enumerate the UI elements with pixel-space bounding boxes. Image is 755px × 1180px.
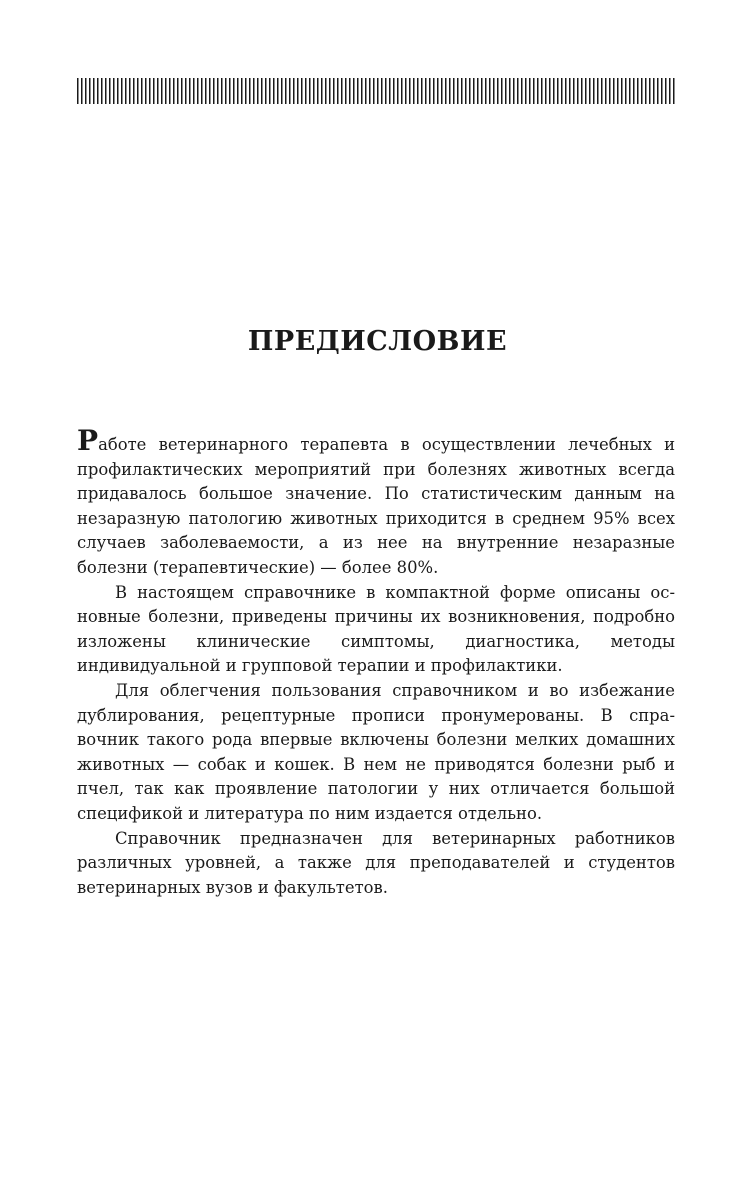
page-title: ПРЕДИСЛОВИЕ [247, 326, 508, 357]
paragraph-1 [77, 424, 675, 581]
preface-body [77, 424, 675, 900]
paragraph-1-text: аботе ветеринарного терапевта в осуществлении лечебных и профилактических мероприятий при болезнях животных всегда придавалось большое значение. По статистическим данным на незаразную патологию животных приходится в среднем 95% всех случаев заболеваемости, а из нее на внутренние незаразные болезни (терапевтические) — более 80%. [77, 435, 675, 577]
decorative-top-rule [77, 78, 675, 104]
paragraph-3: Для облегчения пользования справочником и во избежание дублирования, рецептурные прописи пронумерованы. В справочник такого рода впервые включены болезни мелких домашних животных — собак и кошек. В нем не приводятся болезни рыб и пчел, так как проявление патологии у них отличается большой спецификой и литература по ним издается отдельно. [77, 680, 675, 823]
paragraph-2: В настоящем справочнике в компактной форме описаны основные болезни, приведены причины их возникновения, подробно изложены клинические симптомы, диагностика, методы индивидуальной и групповой терапии и профилактики. [77, 582, 675, 676]
drop-cap: Р [77, 424, 99, 457]
paragraph-4: Справочник предназначен для ветеринарных работников различных уровней, а также для преподавателей и студентов ветеринарных вузов и факультетов. [77, 828, 675, 897]
